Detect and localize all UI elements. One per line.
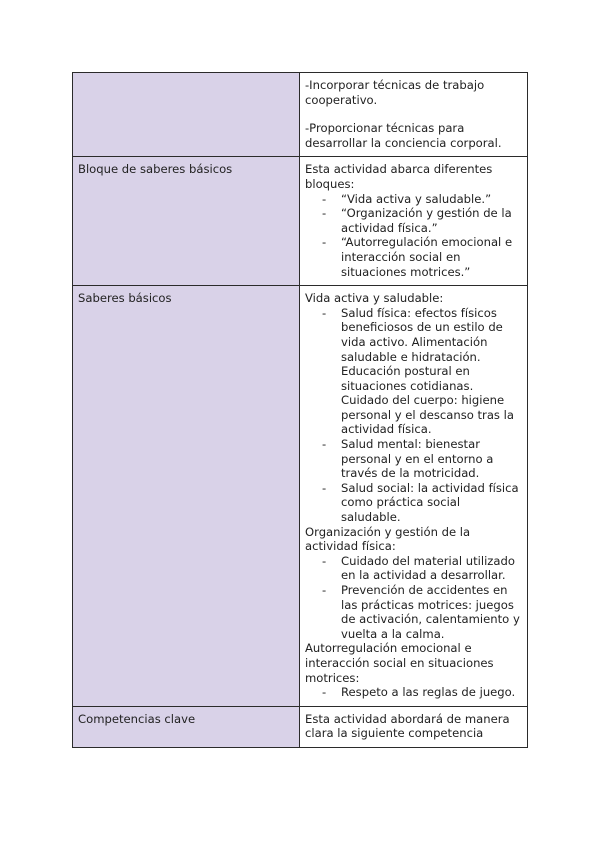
- group-heading: Autorregulación emocional e interacción social en situaciones motrices:: [305, 641, 494, 685]
- list-item-text: Salud mental: bienestar personal y en el entorno a través de la motricidad.: [341, 437, 494, 481]
- row-label: Competencias clave: [78, 711, 196, 726]
- list-item-text: “Organización y gestión de la actividad física.”: [341, 206, 512, 235]
- competencias-text: Esta actividad abordará de manera clara la siguiente competencia: [305, 711, 510, 741]
- bloque-intro: Esta actividad abarca diferentes bloques:: [305, 162, 493, 191]
- dash-bullet: -: [322, 191, 327, 206]
- dash-bullet: -: [322, 437, 327, 452]
- list-item-text: Cuidado del material utilizado en la actividad a desarrollar.: [341, 553, 515, 583]
- saberes-list: [305, 306, 522, 525]
- list-item: [305, 235, 522, 279]
- row-content-cell: [300, 157, 528, 286]
- dash-bullet: -: [322, 583, 327, 597]
- row-label-cell: [73, 157, 300, 286]
- row-content-cell: [300, 706, 528, 747]
- list-item: [305, 481, 522, 525]
- dash-bullet: -: [322, 305, 327, 320]
- activity-table: [72, 72, 528, 748]
- dash-bullet: -: [322, 235, 327, 250]
- list-item-text: “Vida activa y saludable.”: [341, 191, 492, 206]
- list-item: [305, 192, 522, 207]
- dash-bullet: -: [322, 480, 327, 495]
- list-item-text: Salud física: efectos físicos beneficiosos de un estilo de vida activo. Alimentación saludable e hidratación. Educación postural en situaciones cotidianas. Cuidado del cuerpo: higiene personal y el descanso tras la actividad física.: [341, 305, 514, 437]
- row-label-cell: [73, 706, 300, 747]
- row-label-cell: [73, 286, 300, 707]
- list-item-text: Respeto a las reglas de juego.: [341, 685, 516, 700]
- table-row-objectives: [73, 73, 528, 157]
- list-item: [305, 554, 522, 583]
- table-row-saberes-basicos: [73, 286, 528, 707]
- objective-paragraph: -Incorporar técnicas de trabajo cooperativo.: [305, 78, 485, 107]
- row-content-cell: [300, 286, 528, 707]
- group-heading: Vida activa y saludable:: [305, 291, 444, 306]
- list-item: [305, 437, 522, 481]
- list-item: [305, 685, 522, 700]
- table-row-bloque-saberes: [73, 157, 528, 286]
- saberes-list: [305, 685, 522, 700]
- dash-bullet: -: [322, 206, 327, 221]
- row-label-cell: [73, 73, 300, 157]
- list-item-text: Salud social: la actividad física como práctica social saludable.: [341, 480, 519, 525]
- list-item: [305, 306, 522, 437]
- row-label: Saberes básicos: [78, 291, 172, 306]
- saberes-list: [305, 554, 522, 642]
- bloque-list: [305, 192, 522, 280]
- list-item-text: “Autorregulación emocional e interacción social en situaciones motrices.”: [341, 235, 513, 279]
- objective-paragraph: -Proporcionar técnicas para desarrollar la conciencia corporal.: [305, 121, 502, 150]
- dash-bullet: -: [322, 553, 327, 568]
- group-heading: Organización y gestión de la actividad física:: [305, 524, 471, 554]
- list-item: [305, 583, 522, 641]
- row-label: Bloque de saberes básicos: [78, 162, 233, 177]
- table-row-competencias: [73, 706, 528, 747]
- dash-bullet: -: [322, 685, 327, 700]
- list-item: [305, 206, 522, 235]
- list-item-text: Prevención de accidentes en las prácticas motrices: juegos de activación, calentamiento y vuelta a la calma.: [341, 583, 520, 641]
- row-content-cell: [300, 73, 528, 157]
